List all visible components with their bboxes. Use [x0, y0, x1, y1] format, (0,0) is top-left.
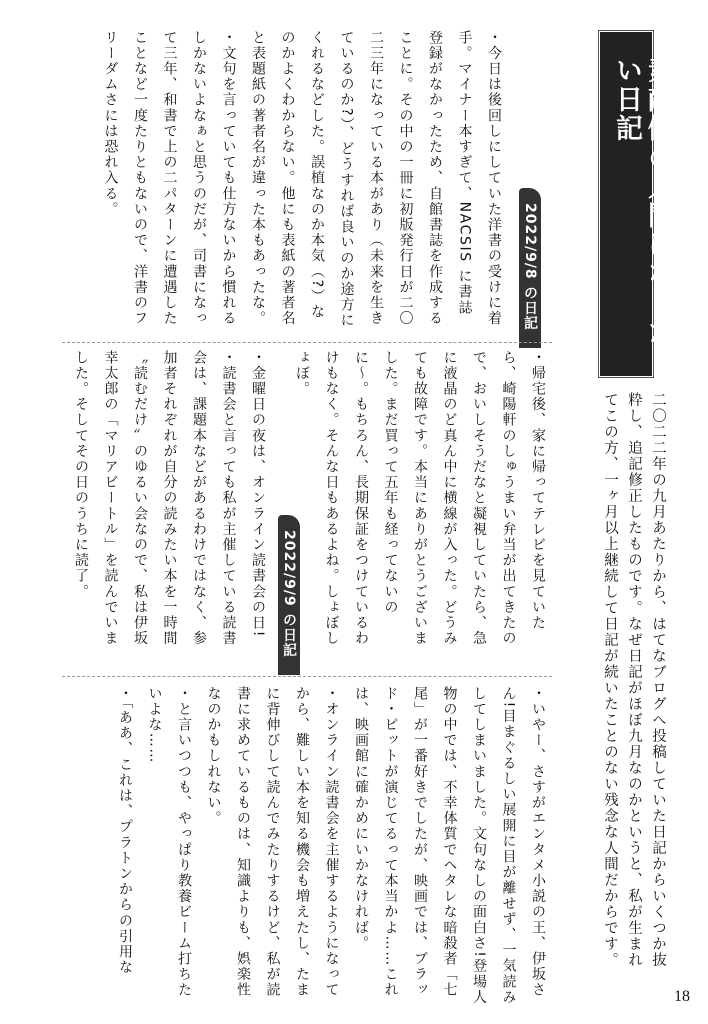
title-banner [600, 32, 674, 376]
page-number: 18 [674, 988, 690, 1005]
entry-paragraph: ・「ああ、これは、プラトンからの引用な [117, 686, 133, 976]
entry-0909-part2 [62, 350, 272, 660]
date-tab-0908: 2022/9/8 の日記 [519, 188, 541, 348]
page-title: 素敵側の人間になりたい日記 [611, 56, 674, 346]
entry-paragraph: ・読書会と言っても私が主催している読書会は、課題本などがあるわけではなく、参加者それぞれが自分の読みたい本を一時間〝読むだけ〟のゆるい会なので、私は伊坂幸太郎の「マリアビートル」を読んでいました。そしてその日のうちに読了。 [73, 350, 237, 647]
entry-paragraph: ・金曜日の夜は、オンライン読書会の日! [250, 350, 266, 639]
intro-text: 二〇二二年の九月あたりから、はてなブログへ投稿していた日記からいくつか抜粋し、追記修正したものです。なぜ日記がほぼ九月なのかというと、私が生まれてこの方、一ヶ月以上継続して日記が続いたことのない残念な人間だからです。 [602, 392, 666, 968]
date-tab-0909: 2022/9/9 の日記 [278, 515, 300, 675]
entry-paragraph: ・帰宅後、家に帰ってテレビを見ていたら、崎陽軒のしゅうまい弁当が出てきたので、おいしそうだなと凝視していたら、急に液晶のど真ん中に横線が入った。どうみても故障です。本当にありがとうございました。まだ買って五年も経ってないのに〜。もちろん、長期保証をつけているわけもなく。そんな日もあるよね。しょぼしょぼ。 [294, 350, 546, 647]
entry-paragraph: ・今日は後回しにしていた洋書の受けに着手。マイナー本すぎて、NACSIS に書誌登録がなかったため、自館書誌を作成することに。その中の一冊に初版発行日が二〇二三年になっている本があり（未来を生きているのか?）、どうすれば良いのか途方にくれるなどした。誤植なのか本気（?）なのかよくわからない。他にも表紙の著者名と表題紙の著者名が違った本もあったな。 [250, 30, 502, 329]
entry-continuation [62, 686, 552, 1006]
section-divider [62, 342, 552, 343]
entry-0909-part1 [294, 350, 552, 660]
entry-paragraph: ・いやー、さすがエンタメ小説の王、伊坂さん!目まぐるしい展開に目が離せず、一気読みしてしまいました。文句なしの面白さ!登場人物の中では、不幸体質でヘタレな暗殺者「七尾」が一番好きでしたが、映画では、ブラッド・ピットが演じてるって本当かよ……これは、映画館に確かめにいかなければ。 [353, 686, 546, 1006]
entry-paragraph: ・文句を言っていても仕方ないから慣れるしかないよなぁと思うのだが、司書になって三年、和書で上の二パターンに遭遇したことなど一度たりともないので、洋書のフリーダムさには恐れ入る。 [102, 30, 237, 327]
entry-paragraph: ・オンライン読書会を主催するようになってから、難しい本を知る機会も増えたし、たまに背伸びして読んでみたりするけど、私が読書に求めているものは、知識よりも、娯楽性なのかもしれない。 [205, 686, 340, 998]
entry-0908 [62, 30, 508, 330]
entry-paragraph: ・と言いつつも、やっぱり教養ビーム打ちたいよな…… [146, 686, 192, 998]
section-divider [62, 676, 552, 677]
